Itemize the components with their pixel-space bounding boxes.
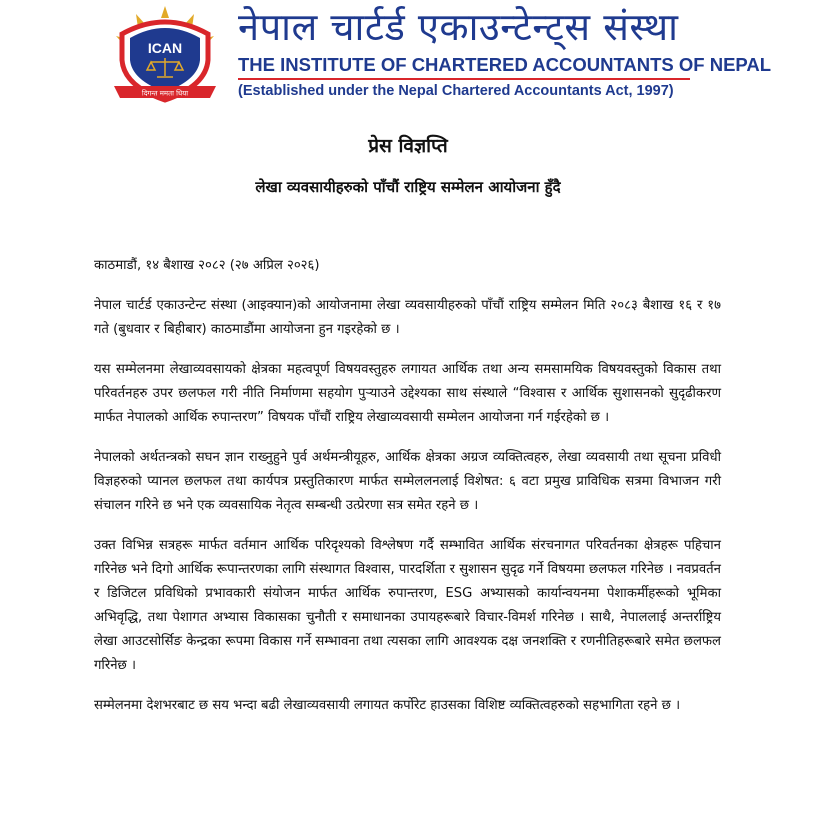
body-paragraph-4: उक्त विभिन्न सत्रहरू मार्फत वर्तमान आर्थिक परिदृश्यको विश्लेषण गर्दै सम्भावित आर्थिक संरचनागत परिवर्तनका क्षेत्रहरू पहिचान गरिनेछ भने दिगो आर्थिक रूपान्तरणका लागि संस्थागत विश्वास, पारदर्शिता र सुशासन सुदृढ गर्ने विषयमा छलफल गरिनेछ । नवप्रवर्तन र डिजिटल प्रविधिको प्रभावकारी संयोजन मार्फत आर्थिक रुपान्तरण, ESG अभ्यासको कार्यान्वयनमा पेशाकर्मीहरूको भूमिका अभिवृद्धि, तथा पेशागत अभ्यास विकासका चुनौती र समाधानका उपायहरूबारे विचार-विमर्श गरिनेछ । साथै, नेपाललाई अन्तर्राष्ट्रिय लेखा आउटसोर्सिङ केन्द्रका रूपमा विकास गर्ने सम्भावना तथा त्यसका लागि आवश्यक दक्ष जनशक्ति र रणनीतिहरूबारे समेत छलफल गरिनेछ । — [94, 538, 721, 673]
org-name-english: THE INSTITUTE OF CHARTERED ACCOUNTANTS OF NEPAL — [238, 54, 772, 75]
body-paragraph-2: यस सम्मेलनमा लेखाव्यवसायको क्षेत्रका महत्वपूर्ण विषयवस्तुहरु लगायत आर्थिक तथा अन्य समसामयिक विषयवस्तुको विकास तथा परिवर्तनहरु उपर छलफल गरी नीति निर्माणमा सहयोग पुऱ्याउने उद्देश्यका साथ संस्थाले “विश्वास र आर्थिक सुशासनको सुदृढीकरण मार्फत नेपालको आर्थिक रुपान्तरण” विषयक पाँचौं राष्ट्रिय लेखाव्यवसायी सम्मेलन आयोजना गर्न गईरहेको छ । — [94, 362, 721, 425]
body-paragraph-5: सम्मेलनमा देशभरबाट छ सय भन्दा बढी लेखाव्यवसायी लगायत कर्पोरेट हाउसका विशिष्ट व्यक्तित्वहरुको सहभागिता रहने छ । — [94, 698, 681, 713]
body-paragraph-1: नेपाल चार्टर्ड एकाउन्टेन्ट संस्था (आइक्यान)को आयोजनामा लेखा व्यवसायीहरुको पाँचौं राष्ट्रिय सम्मेलन मिति २०८३ बैशाख १६ र १७ गते (बुधवार र बिहीबार) काठमाडौंमा आयोजना हुन गइरहेको छ । — [94, 298, 721, 337]
page-subtitle: लेखा व्यवसायीहरुको पाँचौं राष्ट्रिय सम्मेलन आयोजना हुँदै — [255, 178, 561, 196]
press-release-body — [94, 254, 721, 734]
dateline: काठमाडौं, १४ बैशाख २०८२ (२७ अप्रिल २०२६) — [94, 258, 320, 273]
header-divider — [238, 78, 690, 80]
organization-block — [238, 4, 772, 100]
letterhead — [0, 0, 816, 108]
logo-text: ICAN — [147, 40, 183, 56]
body-paragraph-3: नेपालको अर्थतन्त्रको सघन ज्ञान राख्नुहुने पुर्व अर्थमन्त्रीयूहरु, आर्थिक क्षेत्रका अग्रज व्यक्तित्वहरु, लेखा व्यवसायी तथा सूचना प्रविधी विज्ञहरुको प्यानल छलफल तथा कार्यपत्र प्रस्तुतिकारण मार्फत सम्मेललनलाई विशेषत: ६ वटा प्रमुख प्राविधिक सत्रमा विभाजन गरी संचालन गरिने छ भने एक व्यवसायिक नेतृत्व सम्बन्धी उत्प्रेरणा सत्र समेत रहने छ । — [94, 450, 721, 513]
org-name-nepali: नेपाल चार्टर्ड एकाउन्टेन्ट्स संस्था — [238, 5, 679, 49]
page-title: प्रेस विज्ञप्ति — [368, 135, 448, 157]
ican-logo — [106, 4, 224, 106]
logo-motto: दिगन्त ममता धिया — [141, 89, 189, 98]
org-established-line: (Established under the Nepal Chartered Accountants Act, 1997) — [238, 83, 674, 99]
